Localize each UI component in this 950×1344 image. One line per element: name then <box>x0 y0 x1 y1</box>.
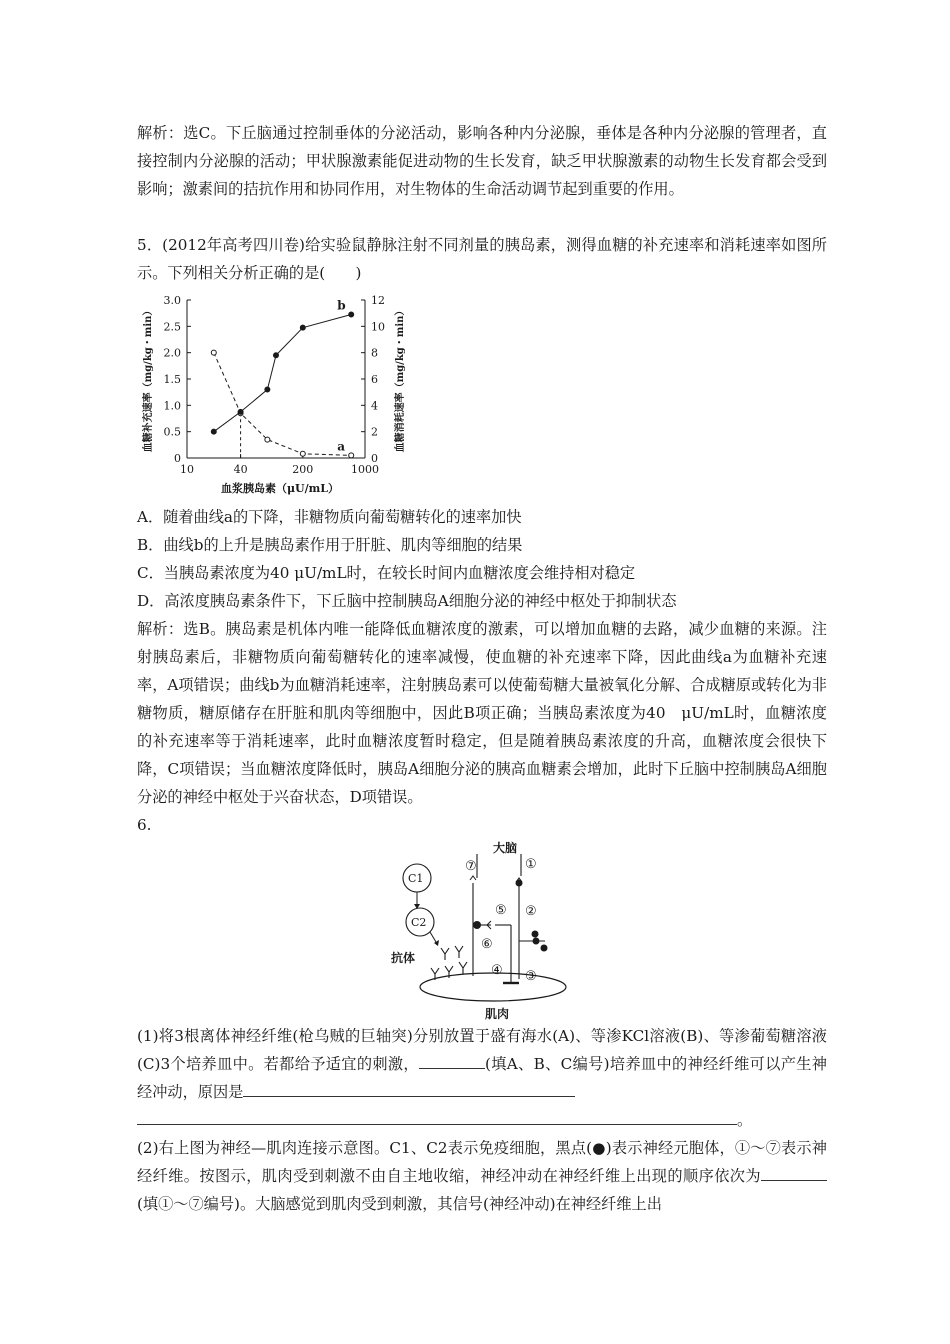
y-right-tick-label: 4 <box>371 399 378 413</box>
y-right-tick-label: 10 <box>371 320 385 334</box>
y-right-tick-label: 6 <box>371 373 378 386</box>
fiber-label-3: ③ <box>525 969 537 984</box>
c1-label: C1 <box>408 872 424 885</box>
nerve-muscle-diagram <box>385 838 575 1022</box>
q5-stem: 5．(2012年高考四川卷)给实验鼠静脉注射不同剂量的胰岛素，测得血糖的补充速率和消耗速率如图所示。下列相关分析正确的是( ) <box>137 236 827 282</box>
q5-option-b: B．曲线b的上升是胰岛素作用于肝脏、肌肉等细胞的结果 <box>137 536 523 554</box>
synapse-7 <box>470 876 476 880</box>
y-left-tick-label: 1.5 <box>163 373 181 386</box>
fiber-label-5: ⑤ <box>495 903 507 918</box>
y-right-tick-label: 8 <box>371 346 378 360</box>
y-right-tick-label: 0 <box>371 452 378 465</box>
q5-option-c: C．当胰岛素浓度为40 μU/mL时，在较长时间内血糖浓度会维持相对稳定 <box>137 564 636 582</box>
antibody-label: 抗体 <box>391 951 416 965</box>
fiber-label-6: ⑥ <box>481 937 493 952</box>
series-b-point <box>265 387 270 392</box>
y-right-axis-label: 血糖消耗速率（mg/kg・min） <box>395 305 406 453</box>
y-left-tick-label: 0.5 <box>163 425 181 439</box>
neuron-soma-far-right <box>541 945 548 952</box>
series-b-label: b <box>337 298 346 313</box>
c2-to-antibody-arrow <box>430 932 436 942</box>
q5-analysis: 解析：选B。胰岛素是机体内唯一能降低血糖浓度的激素，可以增加血糖的去路，减少血糖的来源。注射胰岛素后，非糖物质向葡萄糖转化的速率减慢，使血糖的补充速率下降，因此曲线a为血糖补充速率，A项错误；曲线b为血糖消耗速率，注射胰岛素可以使葡萄糖大量被氧化分解、合成糖原或转化为非糖物质，糖原储存在肝脏和肌肉等细胞中，因此B项正确；当胰岛素浓度为40 μU/mL时，血糖浓度的补充速率等于消耗速率，此时血糖浓度暂时稳定，但是随着胰岛素浓度的升高，血糖浓度会很快下降，C项错误；当血糖浓度降低时，胰岛A细胞分泌的胰高血糖素会增加，此时下丘脑中控制胰岛A细胞分泌的神经中枢处于兴奋状态，D项错误。 <box>137 620 827 806</box>
series-a-point <box>349 453 354 458</box>
series-b-line <box>214 314 351 431</box>
c2-to-antibody-arrowhead <box>434 940 439 946</box>
q6-part1-end: 。 <box>737 1111 753 1129</box>
q6-part1 <box>137 1022 827 1106</box>
q4-analysis: 解析：选C。下丘脑通过控制垂体的分泌活动，影响各种内分泌腺，垂体是各种内分泌腺的管理者，直接控制内分泌腺的活动；甲状腺激素能促进动物的生长发育，缺乏甲状腺激素的动物生长发育都会受到影响；激素间的拮抗作用和协同作用，对生物体的生命活动调节起到重要的作用。 <box>137 124 827 198</box>
fiber-label-4: ④ <box>491 963 503 978</box>
x-tick-label: 40 <box>233 463 248 476</box>
fiber-label-7: ⑦ <box>465 859 477 874</box>
q6-part1-blank-3[interactable] <box>137 1106 737 1125</box>
series-b-point <box>300 325 305 330</box>
antibody-icon-1 <box>441 948 449 960</box>
q6-number: 6. <box>137 816 152 834</box>
y-right-tick-label: 12 <box>371 294 385 307</box>
x-tick-label: 200 <box>292 463 314 476</box>
q6-part1-text-a: (1)将3根离体神经纤维(枪乌贼的巨轴突)分别放置于盛有海水(A)、等渗KCl溶液(B)、等渗葡萄糖溶液(C)3个培养皿中。若都给予适宜的刺激， <box>137 1027 827 1073</box>
q6-part2-text-b: (填①～⑦编号)。大脑感觉到肌肉受到刺激，其信号(神经冲动)在神经纤维上出 <box>137 1195 662 1213</box>
neuron-soma-right <box>533 938 540 945</box>
c2-label: C2 <box>411 916 427 929</box>
muscle-label: 肌肉 <box>485 1007 510 1021</box>
insulin-glucose-chart <box>137 290 427 508</box>
series-b-point <box>211 429 216 434</box>
brain-label: 大脑 <box>493 841 518 855</box>
series-b-point <box>238 409 243 414</box>
antibody-icon-4 <box>459 962 467 974</box>
x-axis-label: 血浆胰岛素（μU/mL） <box>220 482 340 495</box>
q6-part2-text-a: (2)右上图为神经—肌肉连接示意图。C1、C2表示免疫细胞，黑点(●)表示神经元胞体，①～⑦表示神经纤维。按图示，肌肉受到刺激不由自主地收缩，神经冲动在神经纤维上出现的顺序依次为 <box>137 1139 827 1185</box>
y-right-tick-label: 2 <box>371 425 378 439</box>
y-left-tick-label: 1.0 <box>163 399 181 413</box>
q6-part1-blank-2[interactable] <box>243 1078 575 1097</box>
y-left-tick-label: 3.0 <box>163 294 181 307</box>
q6-part2-blank-1[interactable] <box>761 1162 827 1181</box>
x-tick-label: 10 <box>180 463 194 476</box>
neuron-soma-mid-right <box>532 931 539 938</box>
fiber-label-2: ② <box>525 904 537 919</box>
y-left-tick-label: 2.5 <box>163 320 181 334</box>
y-left-axis-label: 血糖补充速率（mg/kg・min） <box>143 305 154 453</box>
series-a-line <box>214 353 351 456</box>
series-a-point <box>300 451 305 456</box>
series-a-label: a <box>337 439 345 454</box>
neuron-soma-upper-right <box>516 880 523 887</box>
antibody-icon-2 <box>455 946 463 958</box>
series-b-point <box>349 312 354 317</box>
q6-part1-text-b: (填A、B、C编号)培养皿中的神经纤维可以产生神经冲动，原因是 <box>137 1055 827 1101</box>
fiber-label-1: ① <box>525 857 537 872</box>
x-tick-label: 1000 <box>351 463 379 476</box>
series-a-point <box>265 437 270 442</box>
q6-part1-line-2 <box>137 1106 752 1134</box>
y-left-tick-label: 0 <box>174 452 181 465</box>
chart-plot-area <box>141 294 406 495</box>
q6-part1-blank-1[interactable] <box>419 1050 485 1069</box>
q6-part2 <box>137 1134 827 1218</box>
y-left-tick-label: 2.0 <box>163 346 181 360</box>
series-b-point <box>274 353 279 358</box>
q5-option-d: D．高浓度胰岛素条件下，下丘脑中控制胰岛A细胞分泌的神经中枢处于抑制状态 <box>137 592 677 610</box>
series-a-point <box>211 350 216 355</box>
q5-option-a: A．随着曲线a的下降，非糖物质向葡萄糖转化的速率加快 <box>137 508 522 526</box>
